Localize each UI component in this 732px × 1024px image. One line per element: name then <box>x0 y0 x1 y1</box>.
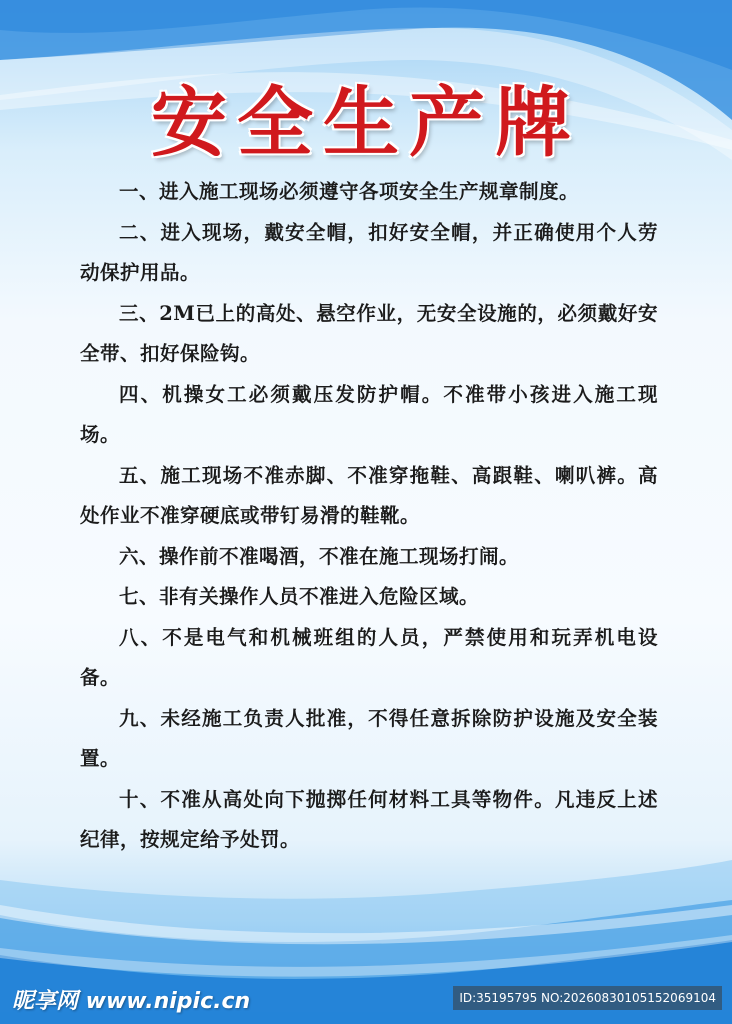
rule-item: 三、2M已上的高处、悬空作业，无安全设施的，必须戴好安全带、扣好保险钩。 <box>80 301 658 365</box>
nipic-watermark-logo: 昵享网 www.nipic.cn <box>12 989 251 1014</box>
rule-item: 一、进入施工现场必须遵守各项安全生产规章制度。 <box>119 180 580 203</box>
rule-item: 五、施工现场不准赤脚、不准穿拖鞋、高跟鞋、喇叭裤。高处作业不准穿硬底或带钉易滑的鞋靴。 <box>80 463 658 527</box>
rule-item: 四、机操女工必须戴压发防护帽。不准带小孩进入施工现场。 <box>80 382 658 446</box>
rule-item: 八、不是电气和机械班组的人员，严禁使用和玩弄机电设备。 <box>80 625 658 689</box>
poster-title: 安全生产牌 <box>151 78 581 167</box>
image-id-watermark: ID:35195795 NO:20260830105152069104 <box>453 986 722 1010</box>
rule-item: 九、未经施工负责人批准，不得任意拆除防护设施及安全装置。 <box>80 706 658 770</box>
rules-list <box>80 172 658 861</box>
rule-item: 六、操作前不准喝酒，不准在施工现场打闹。 <box>119 544 520 568</box>
rule-item: 二、进入现场，戴安全帽，扣好安全帽，并正确使用个人劳动保护用品。 <box>80 220 658 284</box>
rule-item: 十、不准从高处向下抛掷任何材料工具等物件。凡违反上述纪律，按规定给予处罚。 <box>80 787 658 851</box>
rule-item: 七、非有关操作人员不准进入危险区域。 <box>119 585 480 608</box>
